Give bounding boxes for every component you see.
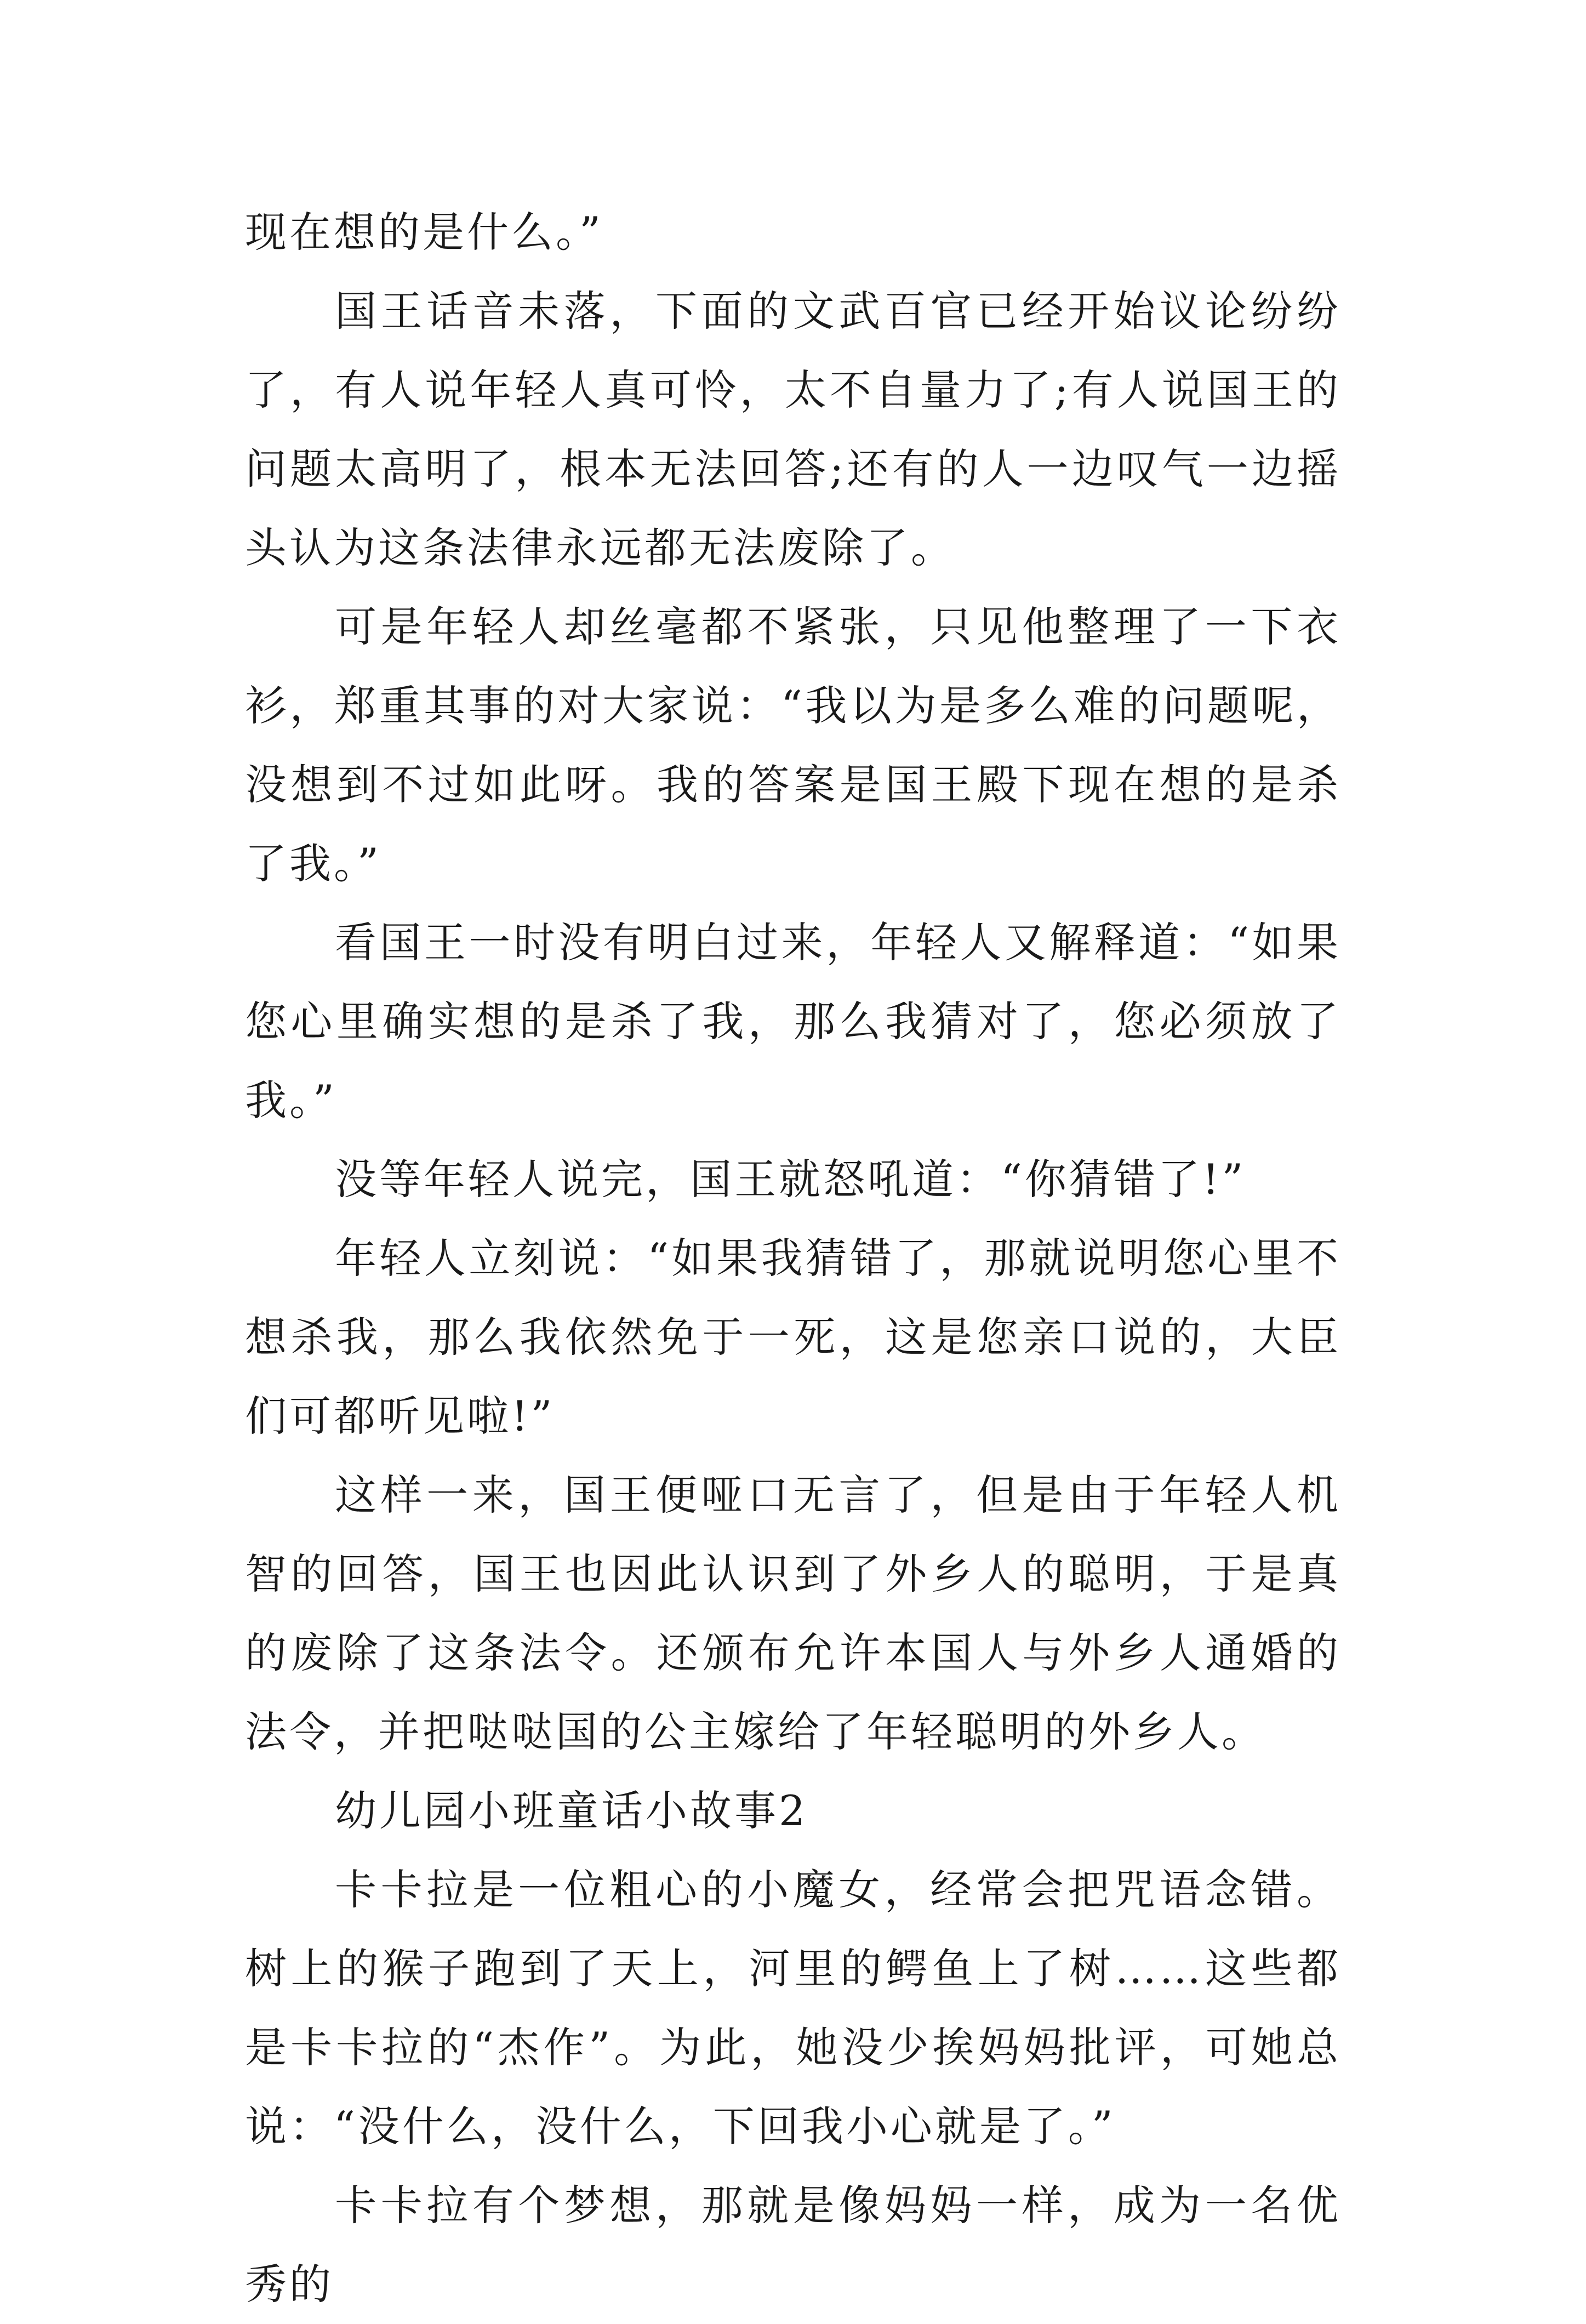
paragraph-2: 国王话音未落，下面的文武百官已经开始议论纷纷了，有人说年轻人真可怜，太不自量力了;有人说国王的问题太高明了，根本无法回答;还有的人一边叹气一边摇头认为这条法律永远都无法废除了。 (245, 287, 1341, 572)
body-text (245, 193, 1341, 2324)
paragraph-7: 这样一来，国王便哑口无言了，但是由于年轻人机智的回答，国王也因此认识到了外乡人的聪明，于是真的废除了这条法令。还颁布允许本国人与外乡人通婚的法令，并把哒哒国的公主嫁给了年轻聪明的外乡人。 (245, 1471, 1341, 1756)
paragraph-8: 卡卡拉是一位粗心的小魔女，经常会把咒语念错。树上的猴子跑到了天上，河里的鳄鱼上了树……这些都是卡卡拉的“杰作”。为此，她没少挨妈妈批评，可她总说：“没什么，没什么，下回我小心就是了。” (245, 1865, 1341, 2151)
paragraph-9: 卡卡拉有个梦想，那就是像妈妈一样，成为一名优秀的 (245, 2181, 1341, 2309)
section-heading: 幼儿园小班童话小故事2 (335, 1786, 808, 1835)
paragraph-6: 年轻人立刻说：“如果我猜错了，那就说明您心里不想杀我，那么我依然免于一死，这是您亲口说的，大臣们可都听见啦!” (245, 1234, 1341, 1440)
paragraph-4: 看国王一时没有明白过来，年轻人又解释道：“如果您心里确实想的是杀了我，那么我猜对了，您必须放了我。” (245, 918, 1341, 1125)
paragraph-5: 没等年轻人说完，国王就怒吼道：“你猜错了!” (335, 1155, 1246, 1204)
paragraph-1: 现在想的是什么。” (245, 208, 603, 257)
paragraph-3: 可是年轻人却丝毫都不紧张，只见他整理了一下衣衫，郑重其事的对大家说：“我以为是多么难的问题呢，没想到不过如此呀。我的答案是国王殿下现在想的是杀了我。” (245, 602, 1341, 888)
